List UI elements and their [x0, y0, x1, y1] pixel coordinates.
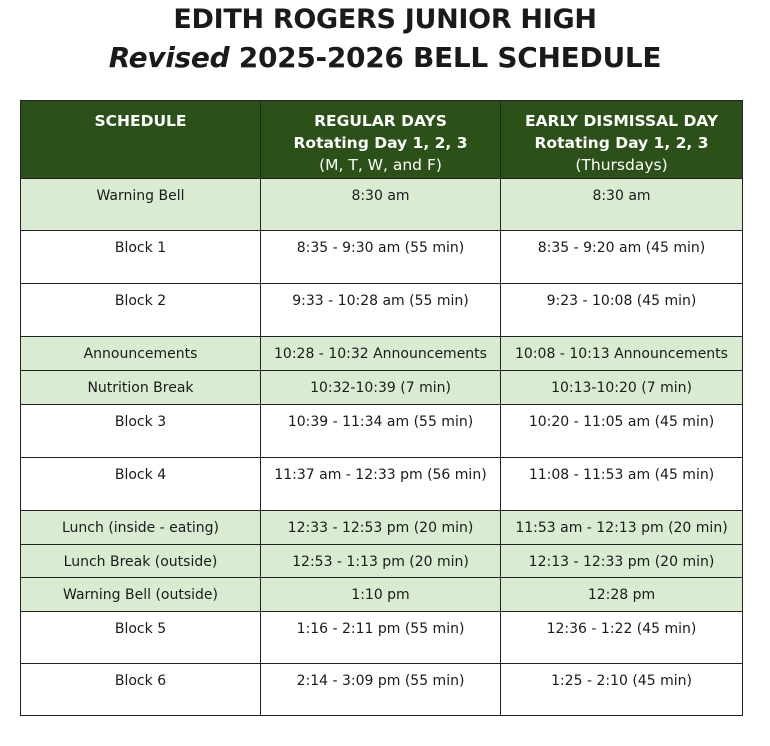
table-row [21, 337, 743, 371]
row-label: Block 1 [21, 231, 261, 284]
early-time: 10:13-10:20 (7 min) [501, 371, 743, 405]
table-row [21, 284, 743, 337]
bell-schedule-table [20, 100, 743, 716]
regular-time: 11:37 am - 12:33 pm (56 min) [261, 458, 501, 511]
regular-time: 12:33 - 12:53 pm (20 min) [261, 511, 501, 545]
regular-time: 10:32-10:39 (7 min) [261, 371, 501, 405]
early-time: 8:35 - 9:20 am (45 min) [501, 231, 743, 284]
regular-time: 8:30 am [261, 179, 501, 231]
header-regular-days [261, 101, 501, 179]
table-row [21, 179, 743, 231]
table-row [21, 405, 743, 458]
row-label: Lunch (inside - eating) [21, 511, 261, 545]
header-early-line-3: (Thursdays) [575, 156, 668, 174]
table-row [21, 578, 743, 612]
row-label: Block 6 [21, 664, 261, 716]
table-row [21, 371, 743, 405]
row-label: Warning Bell [21, 179, 261, 231]
row-label: Announcements [21, 337, 261, 371]
header-schedule-line-1: SCHEDULE [94, 112, 187, 130]
schedule-year-label: 2025-2026 BELL SCHEDULE [229, 41, 662, 74]
table-row [21, 231, 743, 284]
early-time: 1:25 - 2:10 (45 min) [501, 664, 743, 716]
header-regular-line-2: Rotating Day 1, 2, 3 [293, 134, 468, 152]
early-time: 9:23 - 10:08 (45 min) [501, 284, 743, 337]
row-label: Block 5 [21, 612, 261, 664]
row-label: Block 3 [21, 405, 261, 458]
table-row [21, 545, 743, 578]
regular-time: 1:16 - 2:11 pm (55 min) [261, 612, 501, 664]
schedule-title [0, 41, 770, 74]
row-label: Warning Bell (outside) [21, 578, 261, 612]
regular-time: 1:10 pm [261, 578, 501, 612]
early-time: 12:36 - 1:22 (45 min) [501, 612, 743, 664]
header-regular-line-3: (M, T, W, and F) [319, 156, 442, 174]
row-label: Block 4 [21, 458, 261, 511]
regular-time: 8:35 - 9:30 am (55 min) [261, 231, 501, 284]
header-early-dismissal [501, 101, 743, 179]
table-row [21, 664, 743, 716]
early-time: 11:53 am - 12:13 pm (20 min) [501, 511, 743, 545]
regular-time: 9:33 - 10:28 am (55 min) [261, 284, 501, 337]
early-time: 8:30 am [501, 179, 743, 231]
early-time: 10:08 - 10:13 Announcements [501, 337, 743, 371]
table-row [21, 458, 743, 511]
row-label: Lunch Break (outside) [21, 545, 261, 578]
regular-time: 10:39 - 11:34 am (55 min) [261, 405, 501, 458]
header-regular-line-1: REGULAR DAYS [314, 112, 447, 130]
table-header-row [21, 101, 743, 179]
early-time: 11:08 - 11:53 am (45 min) [501, 458, 743, 511]
row-label: Block 2 [21, 284, 261, 337]
revised-label: Revised [108, 41, 230, 74]
header-early-line-2: Rotating Day 1, 2, 3 [534, 134, 709, 152]
school-name: EDITH ROGERS JUNIOR HIGH [173, 4, 597, 35]
early-time: 10:20 - 11:05 am (45 min) [501, 405, 743, 458]
regular-time: 2:14 - 3:09 pm (55 min) [261, 664, 501, 716]
table-row [21, 511, 743, 545]
row-label: Nutrition Break [21, 371, 261, 405]
header-early-line-1: EARLY DISMISSAL DAY [524, 112, 719, 130]
header-schedule [21, 101, 261, 179]
early-time: 12:28 pm [501, 578, 743, 612]
table-row [21, 612, 743, 664]
regular-time: 12:53 - 1:13 pm (20 min) [261, 545, 501, 578]
regular-time: 10:28 - 10:32 Announcements [261, 337, 501, 371]
early-time: 12:13 - 12:33 pm (20 min) [501, 545, 743, 578]
